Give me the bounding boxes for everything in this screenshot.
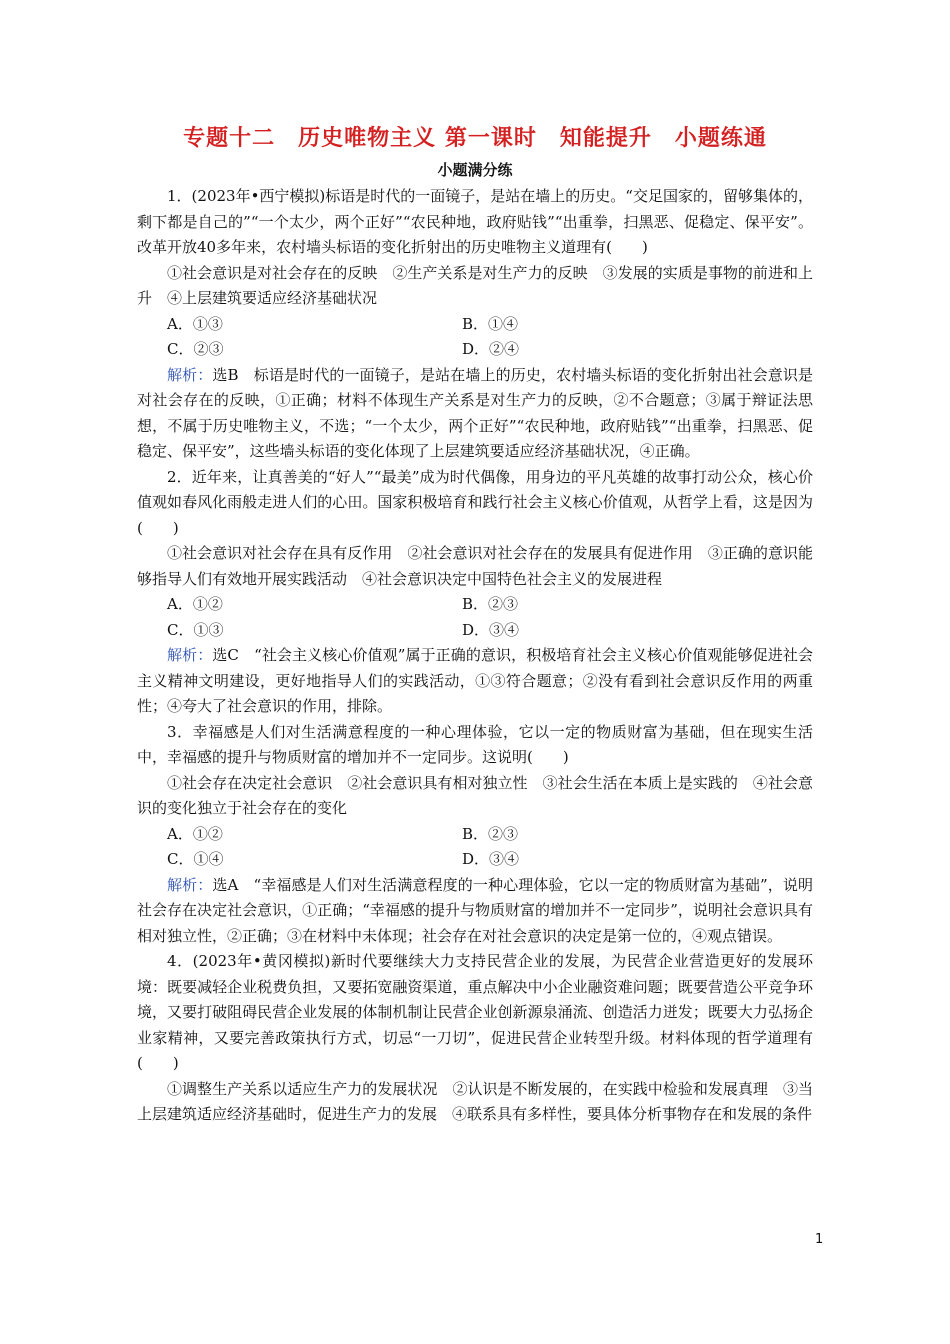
option-d: D．③④: [462, 620, 520, 639]
option-a: A．①②: [167, 595, 223, 613]
question-3: [137, 720, 813, 950]
analysis-text: 选B 标语是时代的一面镜子，是站在墙上的历史，农村墙头标语的变化折射出社会意识是对社会存在的反映，①正确；材料不体现生产关系是对生产力的反映，②不合题意；③属于辩证法思想，不属于历史唯物主义，不选；“一个太少，两个正好”“农民种地，政府贴钱”“出重拳，扫黑恶、促稳定、保平安”，这些墙头标语的变化体现了上层建筑要适应经济基础状况，④正确。: [137, 365, 813, 460]
options-row: [137, 822, 813, 848]
option-d: D．②④: [462, 340, 520, 358]
analysis: [137, 873, 813, 950]
analysis-text: 选A “幸福感是人们对生活满意程度的一种心理体验，它以一定的物质财富为基础”，说明社会存在决定社会意识，①正确；“幸福感的提升与物质财富的增加并不一定同步”，说明社会意识具有相对独立性，②正确；③在材料中未体现；社会存在对社会意识的决定是第一位的，④观点错误。: [137, 875, 813, 945]
question-list: [137, 184, 813, 1128]
option-c: C．②③: [167, 340, 224, 358]
question-items: ①社会存在决定社会意识 ②社会意识具有相对独立性 ③社会生活在本质上是实践的 ④社会意识的变化独立于社会存在的变化: [137, 773, 813, 817]
option-a: A．①②: [167, 824, 223, 843]
question-1: [137, 184, 813, 465]
analysis-label: 解析：: [167, 365, 213, 384]
question-stem: 4．(2023年•黄冈模拟)新时代要继续大力支持民营企业的发展，为民营企业营造更好的发展环境：既要减轻企业税费负担，又要拓宽融资渠道，重点解决中小企业融资难问题；既要营造公平竞争环境，又要打破阻碍民营企业发展的体制机制让民营企业创新源泉涌流、创造活力迸发；既要大力弘扬企业家精神，又要完善政策执行方式，切忌“一刀切”，促进民营企业转型升级。材料体现的哲学道理有( ): [137, 952, 813, 1072]
option-b: B．②③: [462, 824, 519, 843]
options-row: [137, 312, 813, 338]
question-items: ①社会意识对社会存在具有反作用 ②社会意识对社会存在的发展具有促进作用 ③正确的意识能够指导人们有效地开展实践活动 ④社会意识决定中国特色社会主义的发展进程: [137, 544, 813, 588]
page-title: 专题十二 历史唯物主义 第一课时 知能提升 小题练通: [183, 126, 767, 151]
analysis-label: 解析：: [167, 646, 213, 664]
options-row: [137, 847, 813, 873]
option-d: D．③④: [462, 850, 520, 868]
options-row: [137, 592, 813, 618]
question-2: [137, 465, 813, 720]
page-number-text: 1: [815, 1232, 824, 1247]
analysis: [137, 363, 813, 465]
question-stem: 3．幸福感是人们对生活满意程度的一种心理体验，它以一定的物质财富为基础，但在现实生活中，幸福感的提升与物质财富的增加并不一定同步。这说明( ): [137, 722, 813, 766]
question-4: [137, 949, 813, 1128]
question-stem: 1．(2023年•西宁模拟)标语是时代的一面镜子，是站在墙上的历史。“交足国家的，留够集体的，剩下都是自己的”“一个太少，两个正好”“农民种地，政府贴钱”“出重拳，扫黑恶、促稳定、保平安”。改革开放40多年来，农村墙头标语的变化折射出的历史唯物主义道理有( ): [137, 187, 813, 256]
analysis-label: 解析：: [167, 875, 213, 894]
section-subtitle: 小题满分练: [437, 161, 513, 179]
options-row: [137, 618, 813, 644]
option-a: A．①③: [167, 314, 223, 333]
option-b: B．②③: [462, 595, 519, 613]
analysis: [137, 643, 813, 720]
options-row: [137, 337, 813, 363]
question-items: ①社会意识是对社会存在的反映 ②生产关系是对生产力的反映 ③发展的实质是事物的前进和上升 ④上层建筑要适应经济基础状况: [137, 263, 813, 307]
question-stem: 2．近年来，让真善美的“好人”“最美”成为时代偶像，用身边的平凡英雄的故事打动公众，核心价值观如春风化雨般走进人们的心田。国家积极培育和践行社会主义核心价值观，从哲学上看，这是因为( ): [137, 467, 813, 537]
option-c: C．①③: [167, 620, 224, 639]
question-items: ①调整生产关系以适应生产力的发展状况 ②认识是不断发展的，在实践中检验和发展真理 ③当上层建筑适应经济基础时，促进生产力的发展 ④联系具有多样性，要具体分析事物存在和发展的条件: [137, 1079, 813, 1123]
option-b: B．①④: [462, 314, 519, 333]
analysis-text: 选C “社会主义核心价值观”属于正确的意识，积极培育社会主义核心价值观能够促进社会主义精神文明建设，更好地指导人们的实践活动，①③符合题意；②没有看到社会意识反作用的两重性；④夸大了社会意识的作用，排除。: [137, 646, 813, 715]
option-c: C．①④: [167, 850, 224, 868]
